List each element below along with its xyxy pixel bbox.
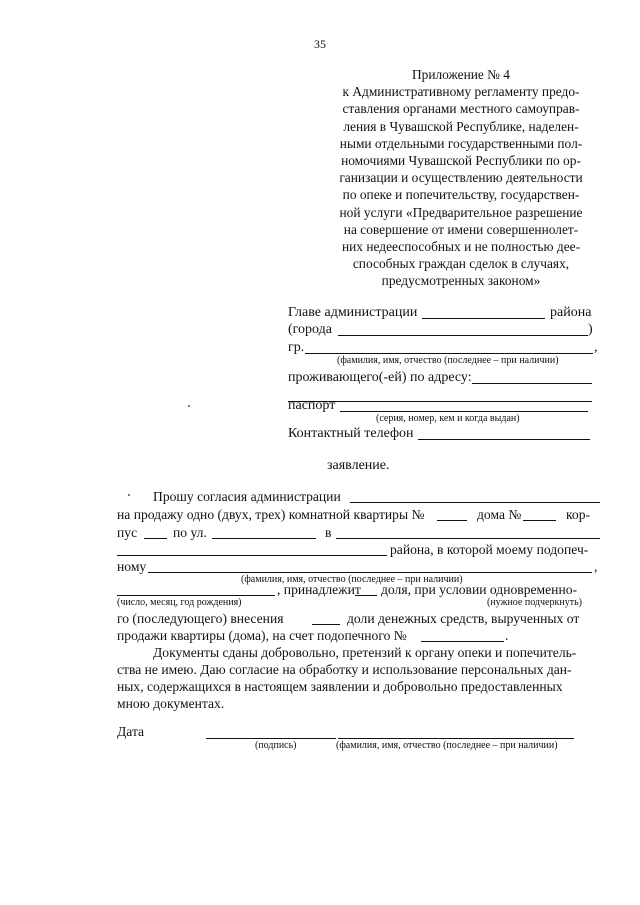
head-suffix: района — [550, 305, 592, 320]
para2-line-2: ства не имею. Даю согласие на обработку и использование персональных дан- — [117, 662, 572, 677]
signature-hint: (подпись) — [255, 740, 297, 751]
page-number: 35 — [314, 37, 326, 51]
body-line-3a: пус — [117, 525, 138, 540]
city-field[interactable] — [338, 335, 588, 336]
passport-hint: (серия, номер, кем и когда выдан) — [376, 413, 520, 424]
ward-name-hint: (фамилия, имя, отчество (последнее – при наличии) — [241, 574, 463, 585]
body-line-6b: доля, при условии одновременно- — [381, 582, 578, 597]
annex-line: ганизации и осуществлению деятельности — [339, 170, 583, 186]
passport-field[interactable] — [340, 411, 588, 412]
body-line-6a: , принадлежит — [277, 582, 361, 597]
body-line-8: продажи квартиры (дома), на счет подопечного № — [117, 628, 407, 643]
house-number-field[interactable] — [523, 520, 556, 521]
annex-line: к Административному регламенту предо- — [342, 84, 580, 100]
passport-label: паспорт — [288, 398, 336, 413]
annex-line: предусмотренных законом» — [381, 273, 541, 289]
address-field-1[interactable] — [472, 383, 592, 384]
body-line-5: ному — [117, 559, 147, 574]
signer-name-field[interactable] — [338, 738, 574, 739]
applicant-name-field[interactable] — [305, 353, 593, 354]
scan-dot — [188, 405, 190, 407]
date-label: Дата — [117, 724, 145, 739]
annex-line: ления в Чувашской Республике, наделен- — [343, 118, 579, 134]
body-line-7a: го (последующего) внесения — [117, 611, 284, 626]
body-line-2c: кор- — [566, 507, 591, 522]
apartment-number-field[interactable] — [437, 520, 467, 521]
address-label: проживающего(-ей) по адресу: — [288, 370, 472, 385]
body-line-5-end: , — [594, 559, 598, 574]
annex-line: них недееспособных и не полностью дее- — [341, 239, 581, 255]
signer-name-hint: (фамилия, имя, отчество (последнее – при наличии) — [336, 740, 558, 751]
head-prefix: Главе администрации — [288, 305, 418, 320]
deposit-share-field[interactable] — [312, 624, 340, 625]
building-field[interactable] — [144, 538, 167, 539]
district-field-2[interactable] — [117, 555, 387, 556]
body-line-2b: дома № — [477, 507, 522, 522]
annex-line: способных граждан сделок в случаях, — [352, 256, 570, 272]
annex-block — [330, 66, 592, 290]
annex-line: на совершение от имени совершеннолет- — [343, 221, 579, 237]
birth-date-hint: (число, месяц, год рождения) — [117, 597, 242, 608]
birth-date-field[interactable] — [117, 595, 275, 596]
from-comma: , — [594, 340, 598, 355]
phone-field[interactable] — [418, 439, 590, 440]
ward-name-field[interactable] — [148, 572, 592, 573]
phone-label: Контактный телефон — [288, 426, 414, 441]
from-label: гр. — [288, 340, 305, 355]
city-open: (города — [288, 322, 332, 337]
para2-line-4: мною документах. — [117, 696, 225, 711]
signature-field[interactable] — [206, 738, 336, 739]
body-line-2a: на продажу одно (двух, трех) комнатной квартиры № — [117, 507, 425, 522]
body-line-1: Прошу согласия администрации — [153, 489, 341, 504]
administration-field[interactable] — [350, 502, 600, 503]
locality-field[interactable] — [336, 538, 600, 539]
scan-dot — [128, 494, 130, 496]
street-field[interactable] — [212, 538, 316, 539]
city-close: ) — [588, 322, 593, 337]
body-line-3c: в — [325, 525, 332, 540]
underline-hint: (нужное подчеркнуть) — [487, 597, 582, 608]
annex-title: Приложение № 4 — [411, 67, 511, 82]
para2-line-3: ных, содержащихся в настоящем заявлении и добровольно предоставленных — [117, 679, 563, 694]
body-line-7b: доли денежных средств, вырученных от — [347, 611, 580, 626]
annex-line: номочиями Чувашской Республики по ор- — [341, 153, 581, 169]
annex-line: ной услуги «Предварительное разрешение — [339, 204, 583, 220]
name-hint: (фамилия, имя, отчество (последнее – при наличии) — [337, 355, 559, 366]
body-line-8-end: . — [505, 628, 509, 643]
body-line-4: района, в которой моему подопеч- — [390, 542, 589, 557]
para2-line-1: Документы сданы добровольно, претензий к органу опеки и попечитель- — [153, 645, 577, 660]
body-line-3b: по ул. — [173, 525, 207, 540]
annex-line: ными отдельными государственными пол- — [339, 135, 583, 151]
district-field[interactable] — [422, 318, 545, 319]
share-field[interactable] — [355, 595, 377, 596]
account-number-field[interactable] — [421, 641, 504, 642]
annex-line: ставления органами местного самоуправ- — [342, 101, 580, 117]
document-title: заявление. — [327, 458, 390, 473]
annex-line: по опеке и попечительству, государствен- — [342, 187, 580, 203]
